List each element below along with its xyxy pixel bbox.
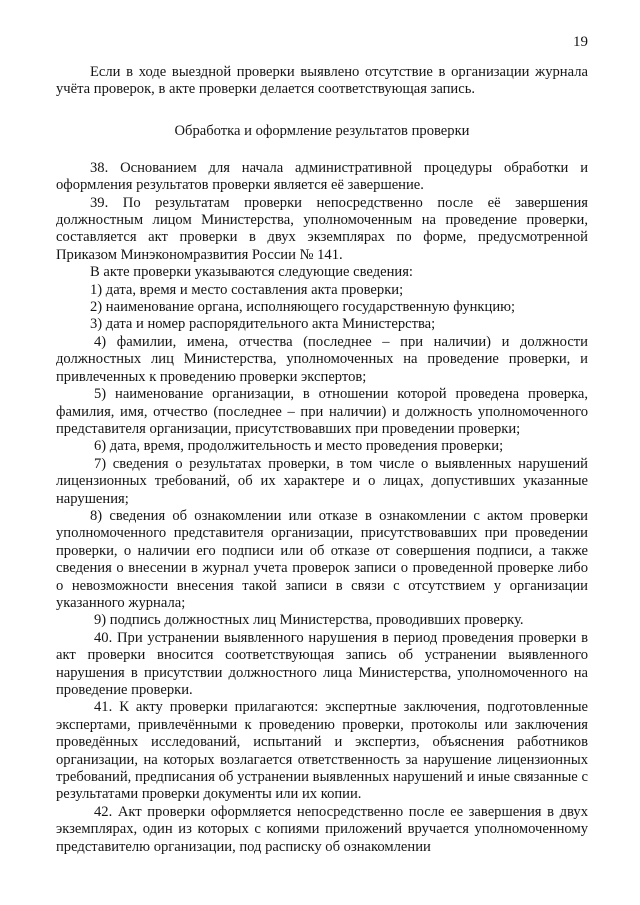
list-item-8: 8) сведения об ознакомлении или отказе в ознакомлении с актом проверки уполномоченного представителя организации, присутствовавших при проведении проверки, о наличии его подписи или об отказе от совершения подписи, а также сведения о внесении в журнал учета проверок записи о проведенной проверке либо о невозможности внесения такой записи в связи с отсутствием у организации указанного журнала; bbox=[56, 507, 588, 611]
page-number: 19 bbox=[573, 34, 588, 50]
paragraph-41: 41. К акту проверки прилагаются: экспертные заключения, подготовленные экспертами, привлечёнными к проведению проверки, протоколы или заключения проведённых исследований, испытаний и экспертиз, объяснения работников организации, на которых возлагается ответственность за нарушение лицензионных требований, предписания об устранении выявленных нарушений и иные связанные с результатами проверки документы или их копии. bbox=[56, 699, 588, 803]
paragraph-39: 39. По результатам проверки непосредственно после её завершения должностным лицом Министерства, уполномоченным на проведение проверки, составляется акт проверки в двух экземплярах по форме, предусмотренной Приказом Минэкономразвития России № 141. bbox=[56, 194, 588, 263]
list-item-7: 7) сведения о результатах проверки, в том числе о выявленных нарушений лицензионных требований, об их характере и о лицах, допустивших указанные нарушения; bbox=[56, 455, 588, 507]
paragraph-42: 42. Акт проверки оформляется непосредственно после ее завершения в двух экземплярах, один из которых с копиями приложений вручается уполномоченному представителю организации, под расписку об ознакомлении bbox=[56, 803, 588, 855]
list-item-2: 2) наименование органа, исполняющего государственную функцию; bbox=[90, 299, 516, 316]
list-item-5: 5) наименование организации, в отношении которой проведена проверка, фамилия, имя, отчество (последнее – при наличии) и должность уполномоченного представителя организации, присутствовавших при проведении проверки; bbox=[56, 386, 588, 437]
list-item-1: 1) дата, время и место составления акта проверки; bbox=[90, 281, 404, 298]
list-item-6: 6) дата, время, продолжительность и место проведения проверки; bbox=[94, 438, 504, 455]
document-body bbox=[56, 64, 588, 856]
list-item-4: 4) фамилии, имена, отчества (последнее – при наличии) и должности должностных лиц Министерства, уполномоченных на проведение проверки, и привлеченных к проведению проверки экспертов; bbox=[56, 333, 588, 385]
paragraph-38: 38. Основанием для начала административной процедуры обработки и оформления результатов проверки является её завершение. bbox=[56, 159, 588, 194]
list-intro: В акте проверки указываются следующие сведения: bbox=[90, 264, 413, 281]
list-item-9: 9) подпись должностных лиц Министерства, проводивших проверку. bbox=[94, 612, 524, 629]
section-heading: Обработка и оформление результатов проверки bbox=[174, 122, 470, 139]
intro-paragraph: Если в ходе выездной проверки выявлено отсутствие в организации журнала учёта проверок, в акте проверки делается соответствующая запись. bbox=[56, 64, 588, 98]
list-item-3: 3) дата и номер распорядительного акта Министерства; bbox=[90, 316, 436, 333]
paragraph-40: 40. При устранении выявленного нарушения в период проведения проверки в акт проверки вносится соответствующая запись об устранении выявленного нарушения в присутствии должностного лица Министерства, уполномоченного на проведение проверки. bbox=[56, 629, 588, 698]
